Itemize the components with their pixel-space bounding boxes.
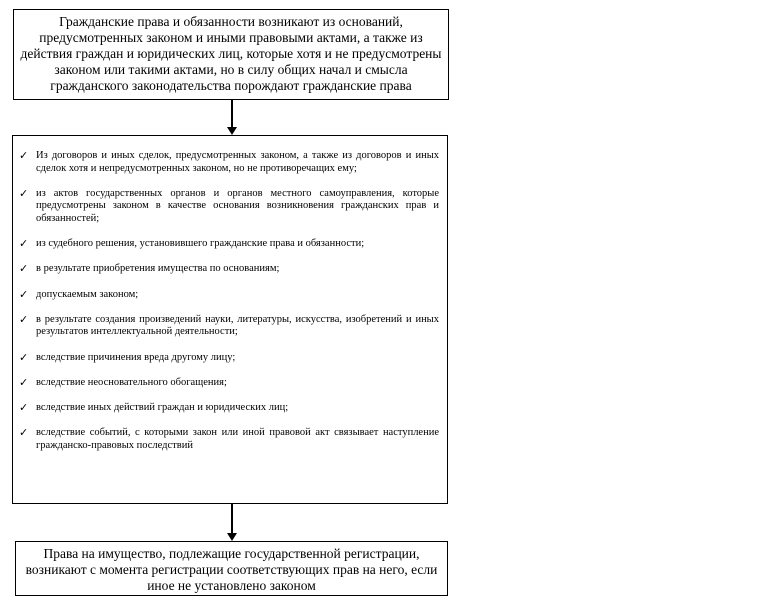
check-mark-icon: ✓ <box>19 150 29 162</box>
check-mark-icon: ✓ <box>19 401 29 414</box>
arrow-down-1 <box>226 100 238 136</box>
check-mark-icon: ✓ <box>19 238 29 251</box>
checklist-item-text: допускаемым законом; <box>36 288 139 300</box>
checklist <box>19 150 439 452</box>
check-mark-icon: ✓ <box>19 427 29 440</box>
checklist-item <box>19 289 439 302</box>
checklist-item <box>19 402 439 415</box>
checklist-item-text: вследствие причинения вреда другому лицу; <box>36 351 236 363</box>
checklist-item-text: вследствие неосновательного обогащения; <box>36 376 227 388</box>
check-mark-icon: ✓ <box>19 288 29 301</box>
top-box-text: Гражданские права и обязанности возникают из оснований, предусмотренных законом и иными правовыми актами, а также из действия граждан и юридических лиц, которые хотя и не предусмотрены законом или такими актами, но в силу общих начал и смысла гражданского законодательства порождают гражданские права <box>20 14 442 93</box>
check-mark-icon: ✓ <box>19 376 29 389</box>
checklist-item <box>19 263 439 276</box>
check-mark-icon: ✓ <box>19 351 29 364</box>
checklist-item <box>19 314 439 339</box>
bottom-box-text: Права на имущество, подлежащие государственной регистрации, возникают с момента регистрации соответствующих прав на него, если иное не установлено законом <box>25 546 438 593</box>
check-mark-icon: ✓ <box>19 263 29 276</box>
top-box <box>13 9 449 100</box>
checklist-item-text: Из договоров и иных сделок, предусмотренных законом, а также из договоров и иных сделок хотя и непредусмотренных законом, но не противоречащих ему; <box>36 150 439 174</box>
checklist-item <box>19 238 439 251</box>
checklist-item-text: в результате создания произведений науки, литературы, искусства, изобретений и иных результатов интеллектуальной деятельности; <box>36 313 439 338</box>
checklist-item-text: из актов государственных органов и органов местного самоуправления, которые предусмотрены законом в качестве основания возникновения гражданских прав и обязанностей; <box>36 187 439 224</box>
check-mark-icon: ✓ <box>19 187 29 200</box>
checklist-item-text: вследствие событий, с которыми закон или иной правовой акт связывает наступление гражданско-правовых последствий <box>36 427 439 451</box>
arrow-down-2 <box>226 504 238 542</box>
checklist-item-text: вследствие иных действий граждан и юридических лиц; <box>36 401 289 413</box>
checklist-item <box>19 377 439 390</box>
checklist-item <box>19 352 439 365</box>
bottom-box <box>15 541 448 596</box>
checklist-item <box>19 427 439 452</box>
middle-box <box>12 135 448 504</box>
checklist-item-text: в результате приобретения имущества по основаниям; <box>36 263 280 275</box>
checklist-item <box>19 188 439 226</box>
checklist-item-text: из судебного решения, установившего гражданские права и обязанности; <box>36 238 365 250</box>
checklist-item <box>19 150 439 175</box>
check-mark-icon: ✓ <box>19 313 29 326</box>
